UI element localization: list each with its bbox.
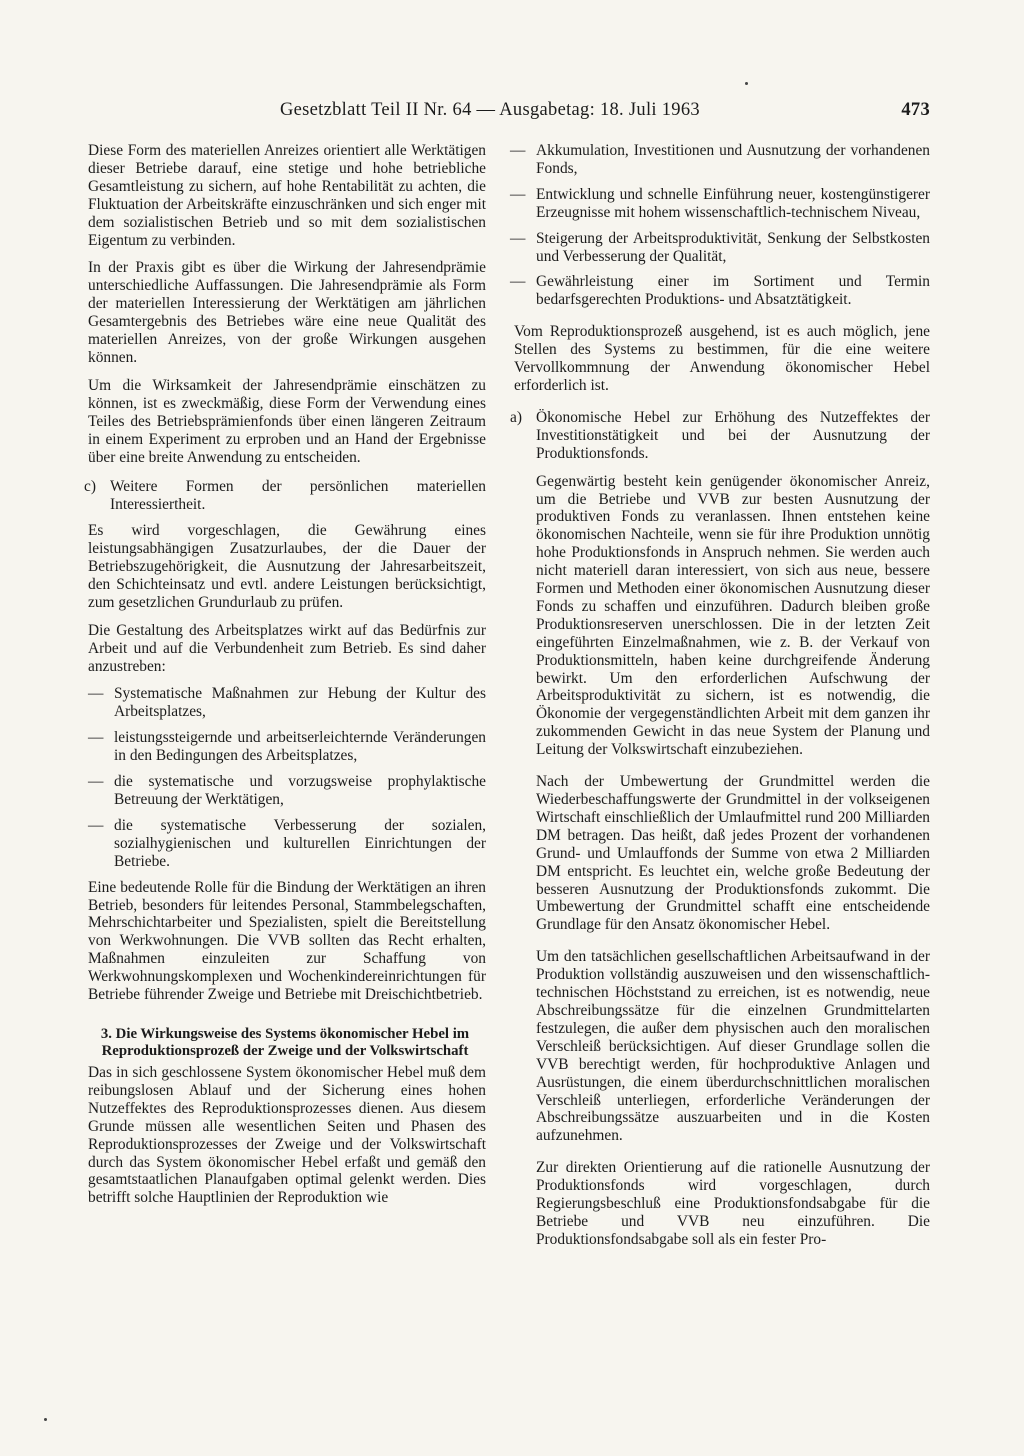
dash-item-text: Entwicklung und schnelle Einführung neuer, kostengünstigerer Erzeugnisse mit hohem wissenschaftlich-technischem Niveau, (536, 185, 930, 221)
dash-list-item (88, 773, 486, 809)
subsection-a (510, 473, 930, 1249)
dash-item-text: Akkumulation, Investitionen und Ausnutzung der vorhandenen Fonds, (536, 142, 930, 177)
dash-list-item (88, 729, 486, 765)
dash-list-item (510, 273, 930, 309)
section-heading: 3. Die Wirkungsweise des Systems ökonomischer Hebel im Reproduktionsprozeß der Zweige und der Volkswirtschaft (100, 1025, 470, 1059)
scan-speck (44, 1418, 47, 1421)
paragraph: Um die Wirksamkeit der Jahresendprämie einschätzen zu können, ist es zweckmäßig, diese Form der Verwendung eines Teiles des Betriebsprämienfonds über einen längeren Zeitraum in einem Experiment zu erproben und an Hand der Ergebnisse über eine breite Anwendung zu entscheiden. (88, 376, 486, 466)
paragraph: Diese Form des materiellen Anreizes orientiert alle Werktätigen dieser Betriebe darauf, eine stetige und hohe betriebliche Gesamtleistung zu sichern, auf hohe Rentabilität zu achten, die Fluktuation der Arbeitskräfte einzuschränken und sich enger mit dem sozialistischen Betrieb und so mit dem sozialistischen Eigentum zu verbinden. (88, 142, 486, 249)
paragraph: Eine bedeutende Rolle für die Bindung der Werktätigen an ihren Betrieb, besonders für leitendes Personal, Stammbelegschaften, Mehrschichtarbeiter und Spezialisten, spielt die Bereitstellung von Werkwohnungen. Die VVB sollten das Recht erhalten, Maßnahmen einzuleiten zur Schaffung von Werkwohnungskomplexen und Wochenkindereinrichtungen für Betriebe führender Zweige und Betriebe mit Dreischichtbetrieb. (88, 878, 486, 1004)
dash-marker: — (88, 729, 104, 747)
dash-item-text: leistungssteigernde und arbeitserleichternde Veränderungen in den Bedingungen des Arbeitsplatzes, (114, 729, 486, 765)
header-title: Gesetzblatt Teil II Nr. 64 — Ausgabetag: 18. Juli 1963 (280, 100, 700, 120)
dash-marker: — (510, 273, 526, 291)
list-item-a (510, 409, 930, 463)
dash-marker: — (510, 185, 526, 203)
paragraph: Zur direkten Orientierung auf die rationelle Ausnutzung der Produktionsfonds wird vorgeschlagen, durch Regierungsbeschluß eine Produktionsfondsabgabe für die Betriebe und VVB neu einzuführen. Die Produktionsfondsabgabe soll als ein fester Pro- (536, 1159, 930, 1248)
dash-item-text: Steigerung der Arbeitsproduktivität, Senkung der Selbstkosten und Verbesserung der Qualität, (536, 229, 930, 265)
paragraph: Vom Reproduktionsprozeß ausgehend, ist es auch möglich, jene Stellen des Systems zu bestimmen, für die eine weitere Vervollkommnung der Anwendung ökonomischer Hebel erforderlich ist. (514, 323, 930, 394)
list-item-c (84, 478, 486, 514)
dash-marker: — (88, 773, 104, 791)
dash-list-item (510, 142, 930, 178)
paragraph: Um den tatsächlichen gesellschaftlichen Arbeitsaufwand in der Produktion vollständig auszuweisen und den wissenschaftlich-technischen Höchststand zu erreichen, ist es notwendig, neue Abschreibungssätze für die einzelnen Grundmittelarten festzulegen, die außer dem physischen auch den moralischen Verschleiß berücksichtigen. Auf dieser Grundlage sollen die VVB berechtigt werden, für hochproduktive Anlagen und Ausrüstungen, die einem überdurchschnittlichen moralischen Verschleiß unterliegen, erforderliche Veränderungen der Abschreibungssätze auszuarbeiten und in die Kosten aufzunehmen. (536, 948, 930, 1145)
page-header (280, 100, 930, 126)
dash-list-item (88, 685, 486, 721)
scan-speck (745, 82, 748, 85)
item-text: Weitere Formen der persönlichen materiellen Interessiertheit. (110, 478, 486, 514)
dash-item-text: Systematische Maßnahmen zur Hebung der Kultur des Arbeitsplatzes, (114, 685, 486, 721)
item-text: Ökonomische Hebel zur Erhöhung des Nutzeffektes der Investitionstätigkeit und bei der Ausnutzung der Produktionsfonds. (536, 408, 930, 462)
paragraph: Die Gestaltung des Arbeitsplatzes wirkt auf das Bedürfnis zur Arbeit und auf die Verbundenheit zum Betrieb. Es sind daher anzustreben: (88, 621, 486, 675)
item-marker: a) (510, 408, 522, 426)
paragraph: Das in sich geschlossene System ökonomischer Hebel muß dem reibungslosen Ablauf und der Sicherung eines hohen Nutzeffektes des Reproduktionsprozesses dienen. Aus diesem Grunde müssen alle wesentlichen Seiten und Phasen des Reproduktionsprozesses der Zweige und der Volkswirtschaft durch das System ökonomischer Hebel erfaßt und gemäß den gesamtstaatlichen Planaufgaben optimal gelenkt werden. Dies betrifft solche Hauptlinien der Reproduktion wie (88, 1063, 486, 1207)
paragraph: Gegenwärtig besteht kein genügender ökonomischer Anreiz, um die Betriebe und VVB zur besten Ausnutzung der produktiven Fonds zu veranlassen. Ihnen entstehen keine ökonomischen Nachteile, wenn sie für ihre Produktion unnötig hohe Produktionsfonds in Anspruch nehmen. Sie werden auch nicht materiell daran interessiert, von sich aus neue, bessere Formen und Methoden einer ökonomischen Ausnutzung dieser Fonds zu schaffen und einzuführen. Dadurch bleiben große Produktionsreserven unerschlossen. Die in der letzten Zeit eingeführten Einzelmaßnahmen, wie z. B. der Verkauf von Produktionsmitteln, haben keine durchgreifende Änderung bewirkt. Um den erforderlichen Aufschwung der Arbeitsproduktivität zu sichern, ist es notwendig, die Ökonomie der vergegenständlichten Arbeit mit dem ganzen ihr zukommenden Gewicht in das neue System der Planung und Leitung der Volkswirtschaft einzubeziehen. (536, 472, 930, 759)
subsection-c (84, 522, 486, 1004)
dash-item-text: die systematische und vorzugsweise prophylaktische Betreuung der Werktätigen, (114, 773, 486, 808)
paragraph: Nach der Umbewertung der Grundmittel werden die Wiederbeschaffungswerte der Grundmittel in der volkseigenen Wirtschaft einschließlich der Umlaufmittel rund 200 Milliarden DM betragen. Das heißt, daß jedes Prozent der vorhandenen Grund- und Umlauffonds der Summe von etwa 2 Milliarden DM entspricht. Es leuchtet ein, welche große Bedeutung der besseren Ausnutzung der Produktionsfonds zukommt. Die Umbewertung der Grundmittel schafft eine entscheidende Grundlage für den Ansatz ökonomischer Hebel. (536, 773, 930, 934)
dash-item-text: die systematische Verbesserung der sozialen, sozialhygienischen und kulturellen Einrichtungen der Betriebe. (114, 816, 486, 870)
item-marker: c) (84, 478, 96, 496)
paragraph: Es wird vorgeschlagen, die Gewährung eines leistungsabhängigen Zusatzurlaubes, der die Dauer der Betriebszugehörigkeit, die Ausnutzung der Jahresarbeitszeit, den Schichteinsatz und evtl. andere Leistungen berücksichtigt, zum gesetzlichen Grundurlaub zu prüfen. (88, 522, 486, 611)
dash-item-text: Gewährleistung einer im Sortiment und Termin bedarfsgerechten Produktions- und Absatztätigkeit. (536, 273, 930, 309)
paragraph: In der Praxis gibt es über die Wirkung der Jahresendprämie unterschiedliche Auffassungen. Die Jahresendprämie als Form der materiellen Interessierung der Werktätigen am jährlichen Gesamtergebnis des Betriebes wäre eine neue Qualität des materiellen Anreizes, von der große Wirkungen ausgehen können. (88, 259, 486, 366)
left-column (84, 142, 486, 1217)
right-column (510, 142, 930, 1263)
dash-marker: — (510, 142, 526, 159)
dash-marker: — (510, 229, 526, 247)
page-number: 473 (901, 100, 930, 120)
dash-list-item (88, 817, 486, 871)
dash-marker: — (88, 685, 104, 703)
dash-list-item (510, 186, 930, 222)
dash-list-item (510, 230, 930, 266)
dash-marker: — (88, 816, 104, 834)
